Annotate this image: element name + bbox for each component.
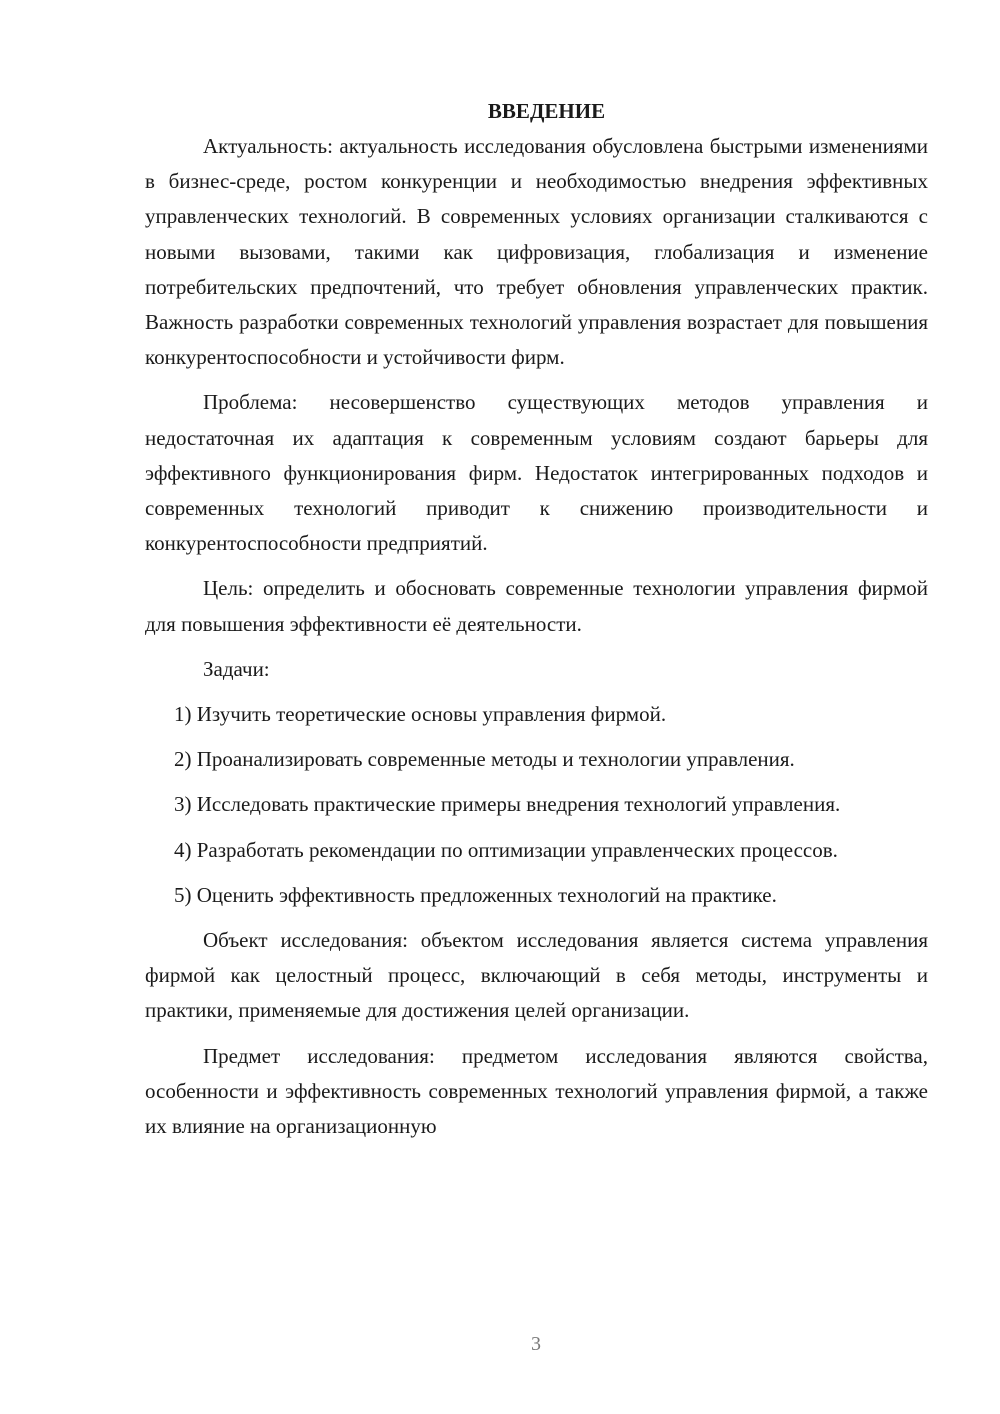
relevance-paragraph: Актуальность: актуальность исследования обусловлена быстрыми изменениями в бизнес-среде, ростом конкуренции и необходимостью внедрения эффективных управленческих технологий. В современных условиях организации сталкиваются с новыми вызовами, такими как цифровизация, глобализация и изменение потребительских предпочтений, что требует обновления управленческих практик. Важность разработки современных технологий управления возрастает для повышения конкурентоспособности и устойчивости фирм. — [145, 134, 928, 370]
document-page — [145, 94, 928, 1144]
section-heading: ВВЕДЕНИЕ — [487, 99, 606, 123]
goal-paragraph: Цель: определить и обосновать современные технологии управления фирмой для повышения эффективности её деятельности. — [145, 576, 928, 636]
task-item-5: 5) Оценить эффективность предложенных технологий на практике. — [174, 882, 777, 907]
tasks-label: Задачи: — [203, 656, 270, 681]
task-item-2: 2) Проанализировать современные методы и технологии управления. — [174, 747, 795, 772]
page-number: 3 — [531, 1333, 541, 1355]
task-item-4: 4) Разработать рекомендации по оптимизации управленческих процессов. — [174, 837, 838, 862]
subject-paragraph: Предмет исследования: предметом исследования являются свойства, особенности и эффективность современных технологий управления фирмой, а также их влияние на организационную — [145, 1043, 928, 1139]
object-paragraph: Объект исследования: объектом исследования является система управления фирмой как целостный процесс, включающий в себя методы, инструменты и практики, применяемые для достижения целей организации. — [145, 928, 928, 1023]
problem-paragraph: Проблема: несовершенство существующих методов управления и недостаточная их адаптация к современным условиям создают барьеры для эффективного функционирования фирм. Недостаток интегрированных подходов и современных технологий приводит к снижению производительности и конкурентоспособности предприятий. — [145, 390, 928, 556]
task-item-1: 1) Изучить теоретические основы управления фирмой. — [174, 702, 667, 727]
task-item-3: 3) Исследовать практические примеры внедрения технологий управления. — [174, 792, 841, 817]
